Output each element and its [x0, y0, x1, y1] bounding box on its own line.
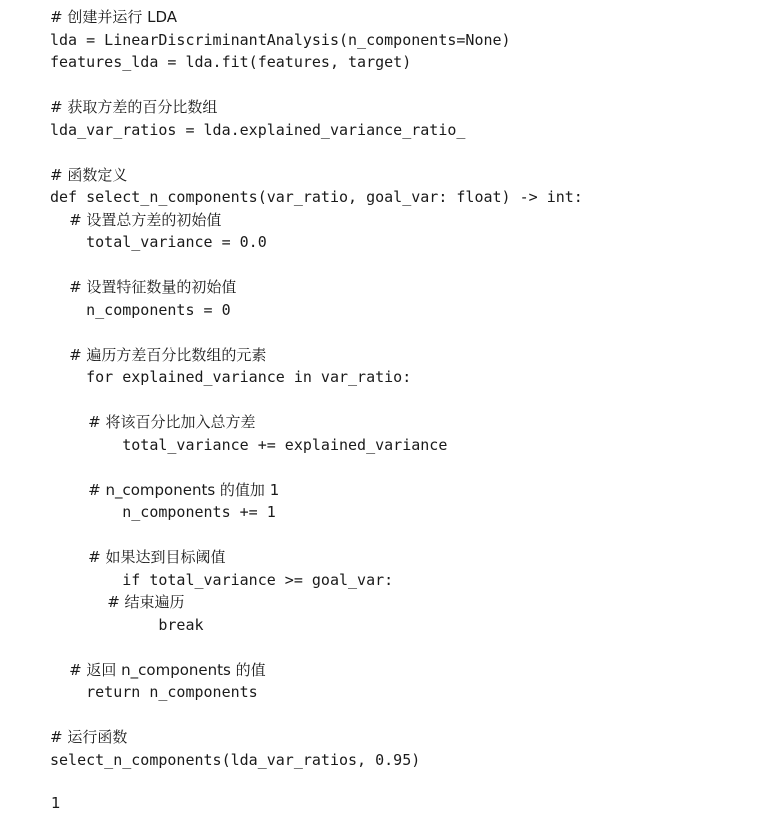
code-comment: # 结束遍历 [50, 593, 185, 611]
blank-line [50, 141, 583, 164]
code-comment: # 将该百分比加入总方差 [50, 413, 256, 431]
code-comment: # 返回 n_components 的值 [50, 660, 266, 679]
blank-line [50, 321, 583, 344]
output-value: 1 [51, 794, 61, 812]
code-comment: # 函数定义 [50, 165, 128, 184]
blank-line [50, 389, 583, 412]
code-line: n_components += 1 [50, 503, 276, 521]
code-line: features_lda = lda.fit(features, target) [50, 53, 412, 71]
code-line: lda = LinearDiscriminantAnalysis(n_components=None) [50, 30, 511, 49]
code-comment: # 获取方差的百分比数组 [50, 98, 218, 116]
code-line: lda_var_ratios = lda.explained_variance_ratio_ [50, 120, 466, 139]
blank-line [50, 704, 583, 727]
blank-line [50, 74, 583, 97]
code-line: def select_n_components(var_ratio, goal_var: float) -> int: [50, 188, 583, 206]
code-line: select_n_components(lda_var_ratios, 0.95) [50, 750, 421, 769]
blank-line [50, 636, 583, 659]
code-comment: # 如果达到目标阈值 [50, 548, 226, 566]
code-comment: # 设置总方差的初始值 [50, 210, 222, 229]
code-line: total_variance = 0.0 [50, 233, 267, 251]
code-comment: # 遍历方差百分比数组的元素 [50, 345, 267, 364]
code-line: n_components = 0 [50, 300, 231, 319]
code-comment: # n_components 的值加 1 [50, 480, 280, 499]
blank-line [50, 524, 583, 547]
code-line: total_variance += explained_variance [50, 435, 448, 454]
code-line: return n_components [50, 683, 258, 701]
code-line: break [50, 615, 204, 634]
code-comment: # 设置特征数量的初始值 [50, 278, 237, 296]
code-line: if total_variance >= goal_var: [50, 570, 394, 589]
code-comment: # 运行函数 [50, 728, 128, 746]
code-block [50, 6, 583, 771]
code-line: for explained_variance in var_ratio: [50, 368, 412, 386]
code-comment: # 创建并运行 LDA [50, 8, 178, 26]
blank-line [50, 254, 583, 277]
blank-line [50, 456, 583, 479]
